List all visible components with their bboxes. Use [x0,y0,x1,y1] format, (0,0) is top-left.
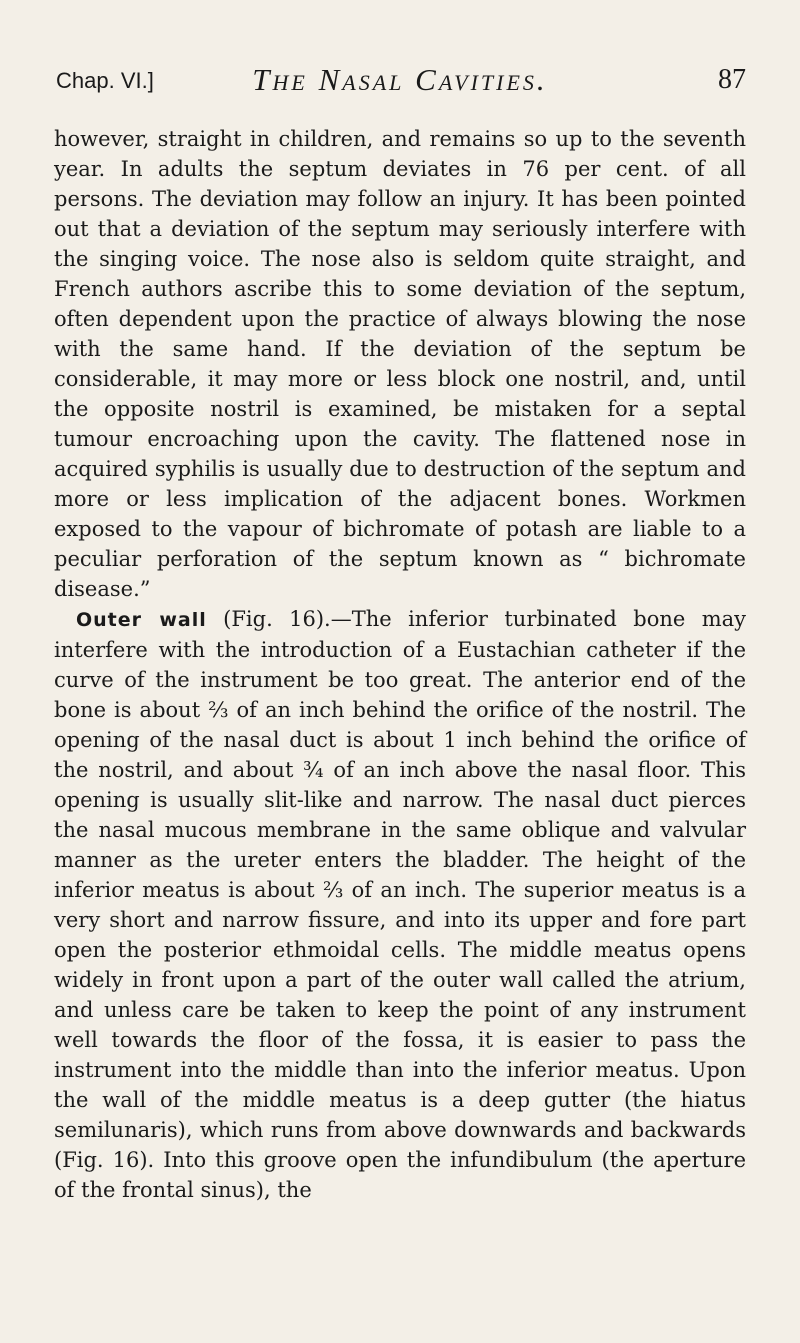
paragraph-outer-wall [54,604,746,1205]
running-header [54,60,746,97]
paragraph-septum: however, straight in children, and remains so up to the seventh year. In adults the septum deviates in 76 per cent. of all persons. The deviation may follow an injury. It has been pointed out that a deviation of the septum may seriously interfere with the singing voice. The nose also is seldom quite straight, and French authors ascribe this to some deviation of the septum, often dependent upon the practice of always blowing the nose with the same hand. If the deviation of the septum be considerable, it may more or less block one nostril, and, until the opposite nostril is examined, be mistaken for a septal tumour encroaching upon the cavity. The flattened nose in acquired syphilis is usually due to destruction of the septum and more or less implication of the adjacent bones. Workmen exposed to the vapour of bichromate of potash are liable to a peculiar perforation of the septum known as “ bichromate disease.” [54,127,746,601]
paragraph-outer-wall-text: (Fig. 16).—The inferior turbinated bone may interfere with the introduction of a Eustachian catheter if the curve of the instrument be too great. The anterior end of the bone is about ⅔ of an inch behind the orifice of the nostril. The opening of the nasal duct is about 1 inch behind the orifice of the nostril, and about ¾ of an inch above the nasal floor. This opening is usually slit-like and narrow. The nasal duct pierces the nasal mucous membrane in the same oblique and valvular manner as the ureter enters the bladder. The height of the inferior meatus is about ⅔ of an inch. The superior meatus is a very short and narrow fissure, and into its upper and fore part open the posterior ethmoidal cells. The middle meatus opens widely in front upon a part of the outer wall called the atrium, and unless care be taken to keep the point of any instrument well towards the floor of the fossa, it is easier to pass the instrument into the middle than into the inferior meatus. Upon the wall of the middle meatus is a deep gutter (the hiatus semilunaris), which runs from above downwards and backwards (Fig. 16). Into this groove open the infundibulum (the aperture of the frontal sinus), the [54,607,746,1202]
body-text [54,124,746,1205]
section-heading-outer-wall: Outer wall [76,609,207,631]
book-page [54,60,746,1205]
page-number: 87 [718,64,746,95]
chapter-label: Chap. VI.] [56,68,154,93]
running-title: The Nasal Cavities. [252,62,548,97]
